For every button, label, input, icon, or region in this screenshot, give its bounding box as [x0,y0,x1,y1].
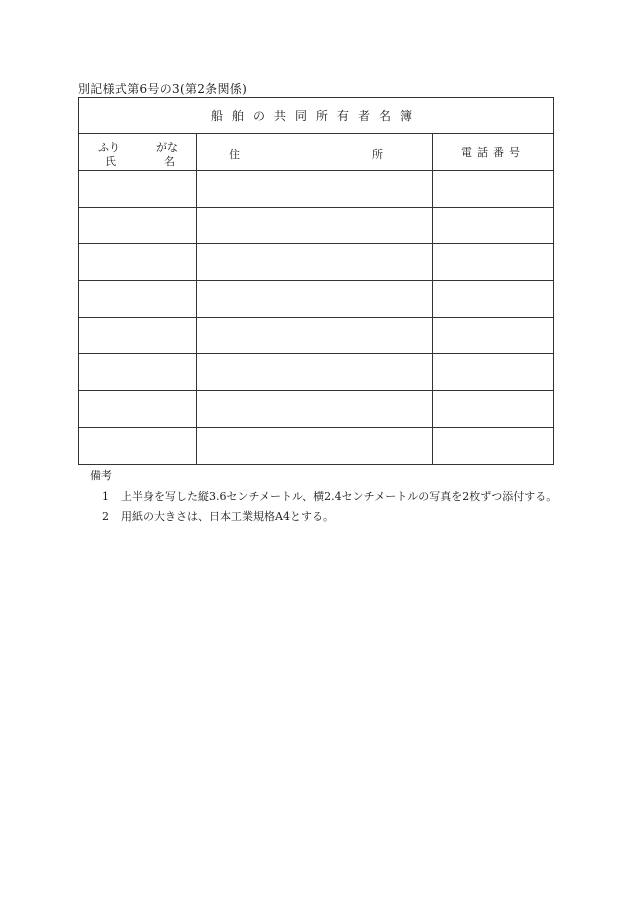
phone-cell[interactable] [433,171,554,208]
name-cell[interactable] [79,244,197,281]
co-owner-register-table [78,97,554,465]
name-cell[interactable] [79,391,197,428]
phone-cell[interactable] [433,244,554,281]
table-row [79,427,554,464]
address-cell[interactable] [197,391,433,428]
phone-cell[interactable] [433,391,554,428]
note-item [102,508,572,525]
phone-column-header: 電話番号 [433,134,554,171]
address-cell[interactable] [197,207,433,244]
table-row [79,391,554,428]
phone-cell[interactable] [433,427,554,464]
phone-cell[interactable] [433,281,554,318]
name-label-left: 氏 [105,155,116,168]
address-column-header [197,134,433,171]
note-number: 2 [102,510,109,524]
address-cell[interactable] [197,427,433,464]
name-cell[interactable] [79,317,197,354]
furigana-label-left: ふり [98,141,120,154]
table-row [79,317,554,354]
form-label: 別記様式第6号の3(第2条関係) [78,82,248,96]
note-text: 上半身を写した縦3.6センチメートル、横2.4センチメートルの写真を2枚ずつ添付する。 [121,490,558,504]
note-number: 1 [102,490,109,504]
address-cell[interactable] [197,171,433,208]
table-row [79,281,554,318]
name-cell[interactable] [79,427,197,464]
address-cell[interactable] [197,354,433,391]
table-row [79,244,554,281]
name-column-header [79,134,197,171]
phone-cell[interactable] [433,317,554,354]
furigana-label-right: がな [156,141,178,154]
note-text: 用紙の大きさは、日本工業規格A4とする。 [121,510,334,524]
notes-section [90,467,572,525]
table-row [79,354,554,391]
phone-cell[interactable] [433,354,554,391]
address-label-left: 住 [229,148,240,161]
note-item [102,488,572,505]
name-cell[interactable] [79,354,197,391]
address-cell[interactable] [197,244,433,281]
name-label-right: 名 [164,155,175,168]
header-row [79,134,554,171]
name-cell[interactable] [79,171,197,208]
address-cell[interactable] [197,281,433,318]
table-row [79,207,554,244]
notes-title: 備考 [90,469,112,482]
title-row [79,98,554,134]
address-cell[interactable] [197,317,433,354]
table-row [79,171,554,208]
phone-cell[interactable] [433,207,554,244]
register-title: 船舶の共同所有者名簿 [79,98,554,134]
address-label-right: 所 [372,148,383,161]
name-cell[interactable] [79,207,197,244]
name-cell[interactable] [79,281,197,318]
